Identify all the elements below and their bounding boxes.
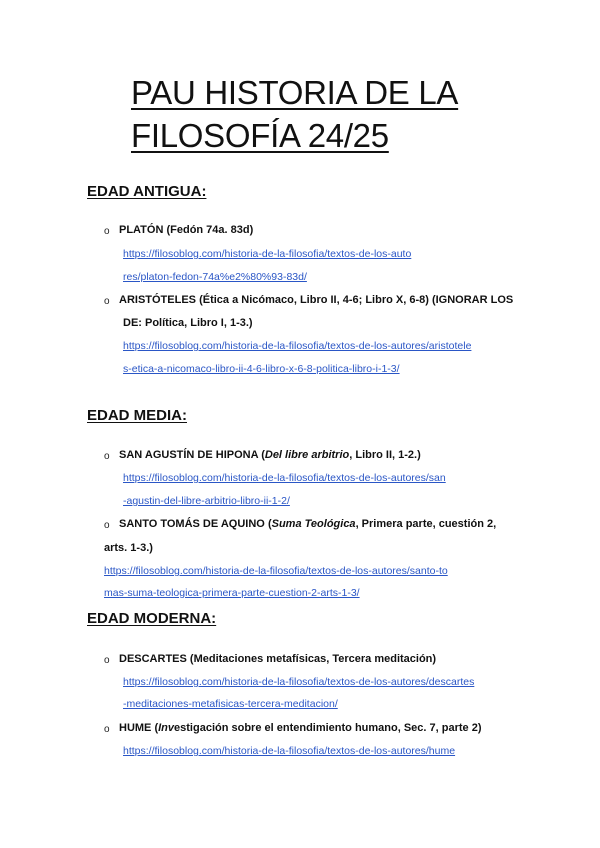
work-title: Suma Teológica [271, 518, 356, 530]
section-heading-media: EDAD MEDIA: [87, 407, 187, 424]
list-bullet: o [104, 226, 110, 237]
link-hume[interactable]: https://filosoblog.com/historia-de-la-filosofia/textos-de-los-autores/hume [123, 745, 456, 757]
list-bullet: o [104, 655, 110, 666]
list-item-tomas: SANTO TOMÁS DE AQUINO (Suma Teológica, Primera parte, cuestión 2, [119, 518, 497, 530]
link-platon[interactable]: https://filosoblog.com/historia-de-la-filosofia/textos-de-los-auto [123, 248, 412, 260]
link-platon-cont[interactable]: res/platon-fedon-74a%e2%80%93-83d/ [123, 271, 307, 283]
link-agustin[interactable]: https://filosoblog.com/historia-de-la-filosofia/textos-de-los-autores/san [123, 472, 446, 484]
list-bullet: o [104, 520, 110, 531]
list-bullet: o [104, 451, 110, 462]
list-item-descartes [119, 653, 436, 665]
work-reference-cont: arts. 1-3.) [104, 542, 153, 554]
author-name: SANTO TOMÁS DE AQUINO [119, 518, 265, 530]
author-name: HUME [119, 722, 152, 734]
link-tomas-cont[interactable]: mas-suma-teologica-primera-parte-cuestion-2-arts-1-3/ [104, 587, 360, 599]
link-agustin-cont[interactable]: -agustin-del-libre-arbitrio-libro-ii-1-2/ [123, 495, 290, 507]
link-aristoteles-cont[interactable]: s-etica-a-nicomaco-libro-ii-4-6-libro-x-6-8-politica-libro-i-1-3/ [123, 363, 400, 375]
work-title: Del libre arbitrio [264, 449, 350, 461]
section-heading-moderna: EDAD MODERNA: [87, 610, 217, 627]
list-item-agustin: SAN AGUSTÍN DE HIPONA (Del libre arbitrio, Libro II, 1-2.) [119, 449, 421, 461]
author-name: ARISTÓTELES [119, 294, 197, 306]
work-reference: (Fedón 74a. 83d) [166, 224, 254, 236]
page-title-line-1: PAU HISTORIA DE LA [131, 74, 459, 111]
work-reference: (Meditaciones metafísicas, Tercera meditación) [189, 653, 437, 665]
author-name: DESCARTES [119, 653, 187, 665]
link-descartes[interactable]: https://filosoblog.com/historia-de-la-filosofia/textos-de-los-autores/descartes [123, 676, 475, 688]
page-title-line-2: FILOSOFÍA 24/25 [131, 117, 389, 154]
section-heading-antigua: EDAD ANTIGUA: [87, 183, 207, 200]
author-name: PLATÓN [119, 224, 164, 236]
work-title: Inv [158, 722, 175, 734]
link-descartes-cont[interactable]: -meditaciones-metafisicas-tercera-meditacion/ [123, 698, 338, 710]
work-reference-cont: DE: Política, Libro I, 1-3.) [123, 317, 253, 329]
link-tomas[interactable]: https://filosoblog.com/historia-de-la-filosofia/textos-de-los-autores/santo-to [104, 565, 448, 577]
list-item-aristoteles [119, 294, 513, 306]
list-bullet: o [104, 296, 110, 307]
work-reference: (Ética a Nicómaco, Libro II, 4-6; Libro X, 6-8) (IGNORAR LOS [199, 294, 514, 306]
author-name: SAN AGUSTÍN DE HIPONA [119, 449, 259, 461]
list-item-hume: HUME (Investigación sobre el entendimiento humano, Sec. 7, parte 2) [119, 722, 482, 734]
list-item-platon [119, 224, 253, 236]
list-bullet: o [104, 724, 110, 735]
link-aristoteles[interactable]: https://filosoblog.com/historia-de-la-filosofia/textos-de-los-autores/aristotele [123, 340, 472, 352]
